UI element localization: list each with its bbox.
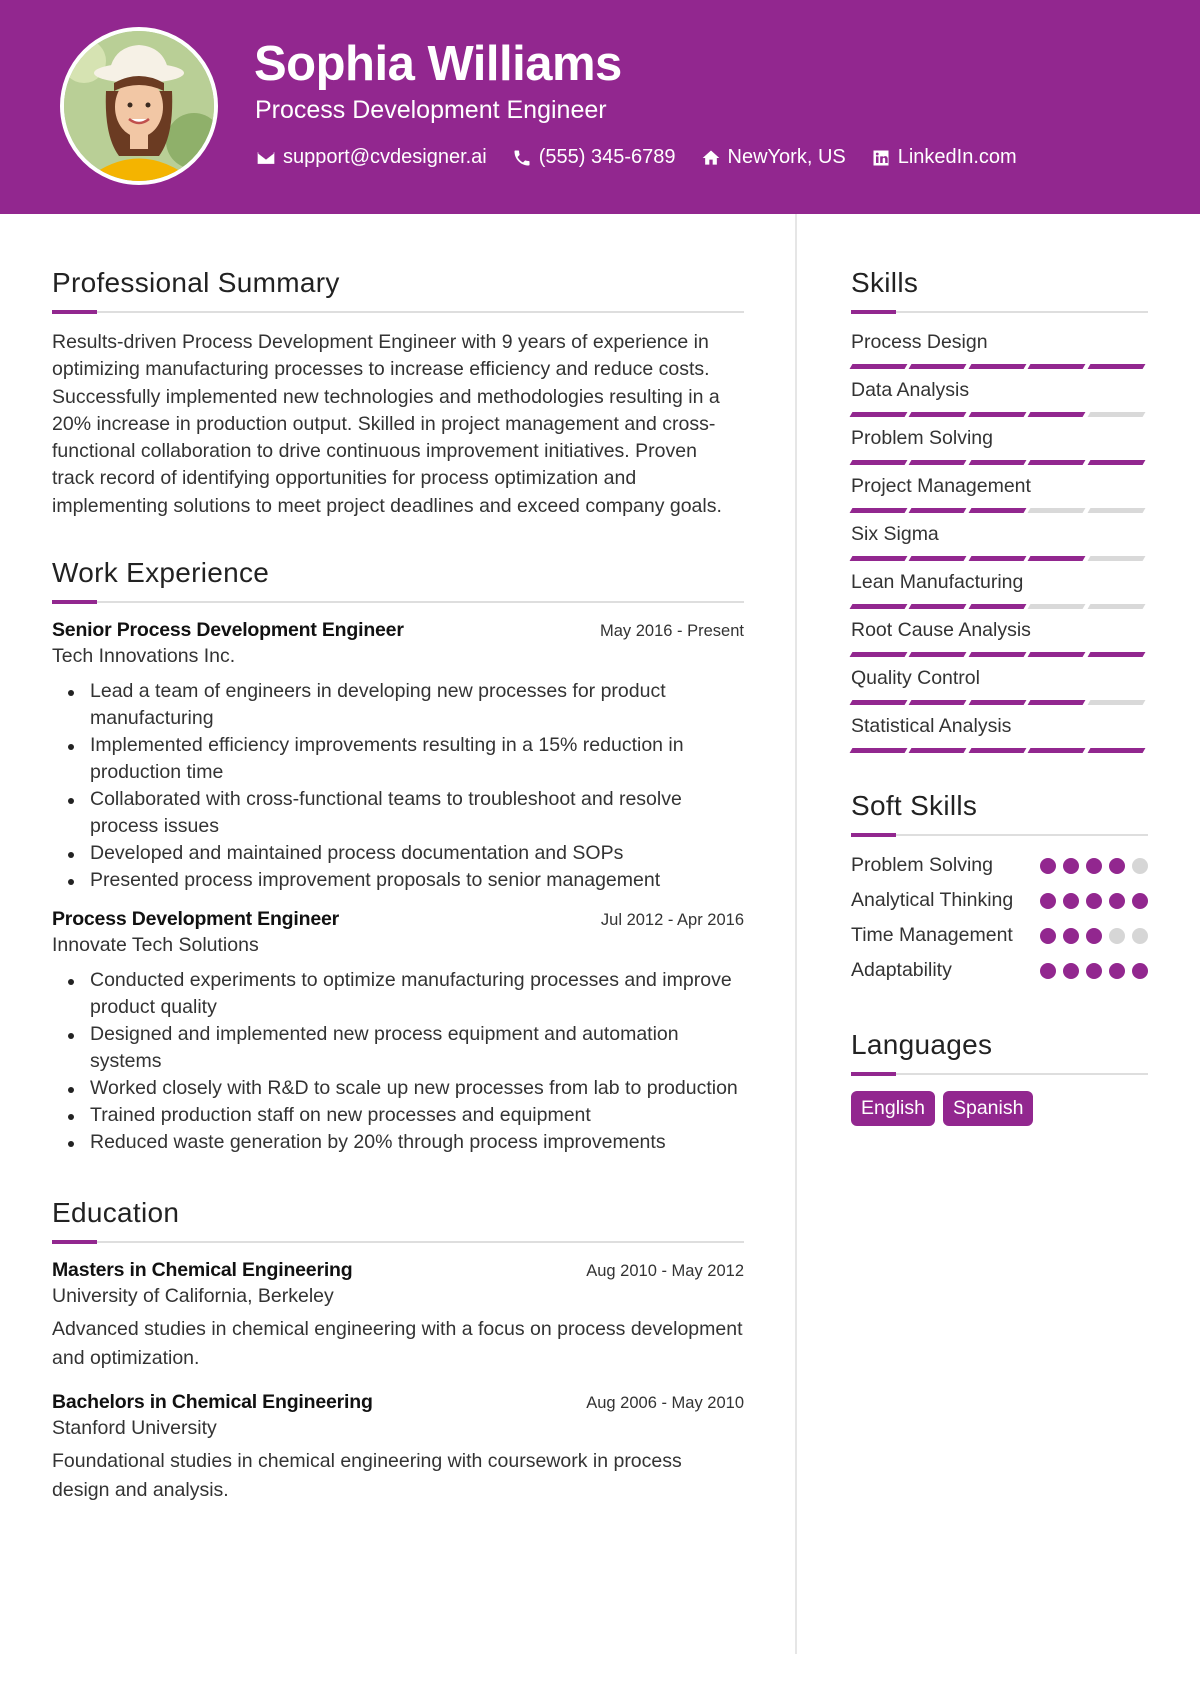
job-title: Process Development Engineer [52,908,340,931]
contact-location-text: NewYork, US [727,146,846,168]
rating-dot [1040,858,1056,874]
language-tag: English [851,1091,935,1126]
rating-dot [1086,928,1102,944]
column-divider [795,214,797,1654]
education-entry [52,1259,744,1373]
skill-level-segment [909,556,967,561]
section-divider [52,310,744,313]
skill-item [851,617,1148,657]
skill-level-segment [850,652,908,657]
skill-level-segment [850,364,908,369]
skill-name: Root Cause Analysis [851,619,1031,641]
rating-dot [1109,963,1125,979]
rating-dot [1063,893,1079,909]
skill-level-segment [1028,700,1086,705]
soft-skill-name: Problem Solving [851,854,993,876]
skill-level-bars [851,652,1148,657]
skill-level-segment [1087,460,1145,465]
job-entry [52,619,744,894]
skill-level-segment [909,700,967,705]
home-icon [700,147,722,169]
education-section [52,1196,744,1505]
skill-level-segment [850,748,908,753]
linkedin-icon [870,147,892,169]
skill-level-segment [850,700,908,705]
summary-section [52,266,744,520]
languages-section [851,1028,1148,1126]
rating-dot [1040,893,1056,909]
rating-dot [1109,893,1125,909]
skill-item [851,713,1148,753]
soft-skill-item [851,922,1148,949]
soft-skill-name: Time Management [851,924,1013,946]
skill-level-segment [1087,556,1145,561]
section-title: Languages [851,1029,993,1060]
skill-item [851,377,1148,417]
section-title: Professional Summary [52,267,340,298]
skill-level-segment [1087,412,1145,417]
skill-item [851,665,1148,705]
skill-item [851,521,1148,561]
rating-dot [1063,963,1079,979]
skill-level-segment [909,748,967,753]
list-item: Worked closely with R&D to scale up new processes from lab to production [52,1075,744,1102]
skill-level-segment [968,460,1026,465]
section-divider [52,600,744,603]
skill-level-segment [968,364,1026,369]
rating-dot [1086,893,1102,909]
rating-dot [1132,893,1148,909]
list-item: Reduced waste generation by 20% through process improvements [52,1129,744,1156]
job-entry [52,908,744,1156]
skill-name: Data Analysis [851,379,970,401]
skill-level-bars [851,748,1148,753]
envelope-icon [255,147,277,169]
skill-level-segment [1087,508,1145,513]
skill-level-segment [968,508,1026,513]
skill-level-segment [850,412,908,417]
degree-title: Bachelors in Chemical Engineering [52,1391,373,1414]
skill-level-bars [851,700,1148,705]
rating-dot [1063,928,1079,944]
job-date: May 2016 - Present [600,622,744,641]
skill-level-segment [1087,652,1145,657]
skill-level-segment [1087,604,1145,609]
contact-phone[interactable] [511,146,676,169]
skill-name: Statistical Analysis [851,715,1012,737]
skill-level-segment [968,652,1026,657]
soft-skill-rating [1033,928,1148,944]
contact-bar [255,146,1041,169]
list-item: Developed and maintained process documentation and SOPs [52,840,744,867]
contact-phone-text: (555) 345-6789 [538,146,676,168]
rating-dot [1109,858,1125,874]
list-item: Presented process improvement proposals to senior management [52,867,744,894]
skill-name: Process Design [851,331,988,353]
skill-level-segment [968,700,1026,705]
rating-dot [1132,928,1148,944]
skill-level-segment [1087,748,1145,753]
education-date: Aug 2010 - May 2012 [586,1262,744,1281]
skill-level-segment [1028,604,1086,609]
sidebar-column [851,266,1148,1126]
list-item: Trained production staff on new processes and equipment [52,1102,744,1129]
job-date: Jul 2012 - Apr 2016 [600,911,744,930]
skill-level-segment [1028,364,1086,369]
skills-section [851,266,1148,753]
soft-skill-rating [1033,893,1148,909]
skill-level-bars [851,508,1148,513]
language-tags [851,1091,1148,1126]
skill-level-segment [850,508,908,513]
soft-skill-name: Analytical Thinking [851,889,1014,911]
education-date: Aug 2006 - May 2010 [586,1394,744,1413]
rating-dot [1086,858,1102,874]
skill-level-segment [850,460,908,465]
soft-skills-list [851,852,1148,984]
skill-name: Quality Control [851,667,980,689]
soft-skill-name: Adaptability [851,959,952,981]
language-tag: Spanish [943,1091,1033,1126]
skill-level-segment [850,604,908,609]
skill-name: Lean Manufacturing [851,571,1024,593]
contact-email[interactable] [255,146,487,169]
skill-level-bars [851,604,1148,609]
rating-dot [1040,963,1056,979]
list-item: Implemented efficiency improvements resulting in a 15% reduction in production time [52,732,744,786]
skill-level-segment [1028,460,1086,465]
skill-level-segment [1087,700,1145,705]
skill-level-segment [909,508,967,513]
skill-level-segment [1087,364,1145,369]
experience-section [52,556,744,1156]
degree-title: Masters in Chemical Engineering [52,1259,353,1282]
candidate-title: Process Development Engineer [255,96,607,124]
contact-location [700,146,846,169]
skill-level-segment [909,652,967,657]
candidate-name: Sophia Williams [254,37,622,91]
skill-level-segment [850,556,908,561]
skills-list [851,329,1148,753]
school-name: Stanford University [52,1417,217,1440]
section-divider [52,1240,744,1243]
skill-item [851,329,1148,369]
rating-dot [1132,858,1148,874]
rating-dot [1109,928,1125,944]
skill-item [851,569,1148,609]
education-description: Foundational studies in chemical engineering with coursework in process design and analysis. [52,1450,682,1502]
skill-level-bars [851,412,1148,417]
section-title: Education [52,1197,180,1229]
company-name: Innovate Tech Solutions [52,934,259,957]
list-item: Designed and implemented new process equipment and automation systems [52,1021,744,1075]
phone-icon [511,147,533,169]
skill-name: Six Sigma [851,523,939,545]
job-bullets [52,678,744,894]
skill-level-segment [1028,556,1086,561]
skill-item [851,425,1148,465]
skill-level-bars [851,460,1148,465]
skill-level-segment [968,604,1026,609]
skill-item [851,473,1148,513]
section-divider [851,833,1148,836]
skill-level-bars [851,364,1148,369]
section-divider [851,310,1148,313]
skill-level-segment [968,412,1026,417]
skill-level-segment [1028,412,1086,417]
soft-skill-rating [1033,963,1148,979]
contact-linkedin-text: LinkedIn.com [897,146,1017,168]
soft-skills-section [851,789,1148,984]
list-item: Conducted experiments to optimize manufacturing processes and improve product quality [52,967,744,1021]
education-entry [52,1391,744,1505]
avatar [60,27,218,185]
rating-dot [1132,963,1148,979]
rating-dot [1063,858,1079,874]
skill-level-segment [1028,748,1086,753]
skill-name: Problem Solving [851,427,993,449]
list-item: Lead a team of engineers in developing new processes for product manufacturing [52,678,744,732]
rating-dot [1040,928,1056,944]
contact-email-text: support@cvdesigner.ai [283,146,487,168]
section-title: Work Experience [52,557,270,589]
school-name: University of California, Berkeley [52,1285,334,1308]
job-bullets [52,967,744,1156]
contact-linkedin[interactable] [870,146,1017,169]
skill-name: Project Management [851,475,1031,497]
main-column [52,266,744,1523]
summary-text: Results-driven Process Development Engineer with 9 years of experience in optimizing manufacturing processes to increase efficiency and reduce costs. Successfully implemented new technologies and methodologies resulting in a 20% increase in production output. Skilled in project management and cross-functional collaboration to drive continuous improvement initiatives. Proven track record of identifying opportunities for process optimization and implementing solutions to meet project deadlines and exceed company goals. [52,331,722,517]
skill-level-segment [968,556,1026,561]
education-description: Advanced studies in chemical engineering with a focus on process development and optimization. [52,1318,743,1370]
skill-level-segment [1028,508,1086,513]
rating-dot [1086,963,1102,979]
section-title: Skills [851,267,919,298]
section-title: Soft Skills [851,790,978,821]
skill-level-segment [909,364,967,369]
list-item: Collaborated with cross-functional teams to troubleshoot and resolve process issues [52,786,744,840]
section-divider [851,1072,1148,1075]
skill-level-segment [909,460,967,465]
soft-skill-rating [1033,858,1148,874]
job-title: Senior Process Development Engineer [52,619,404,642]
soft-skill-item [851,887,1148,914]
skill-level-segment [1028,652,1086,657]
soft-skill-item [851,957,1148,984]
skill-level-segment [968,748,1026,753]
company-name: Tech Innovations Inc. [52,645,236,668]
header [0,0,1200,214]
soft-skill-item [851,852,1148,879]
skill-level-segment [909,604,967,609]
skill-level-segment [909,412,967,417]
skill-level-bars [851,556,1148,561]
